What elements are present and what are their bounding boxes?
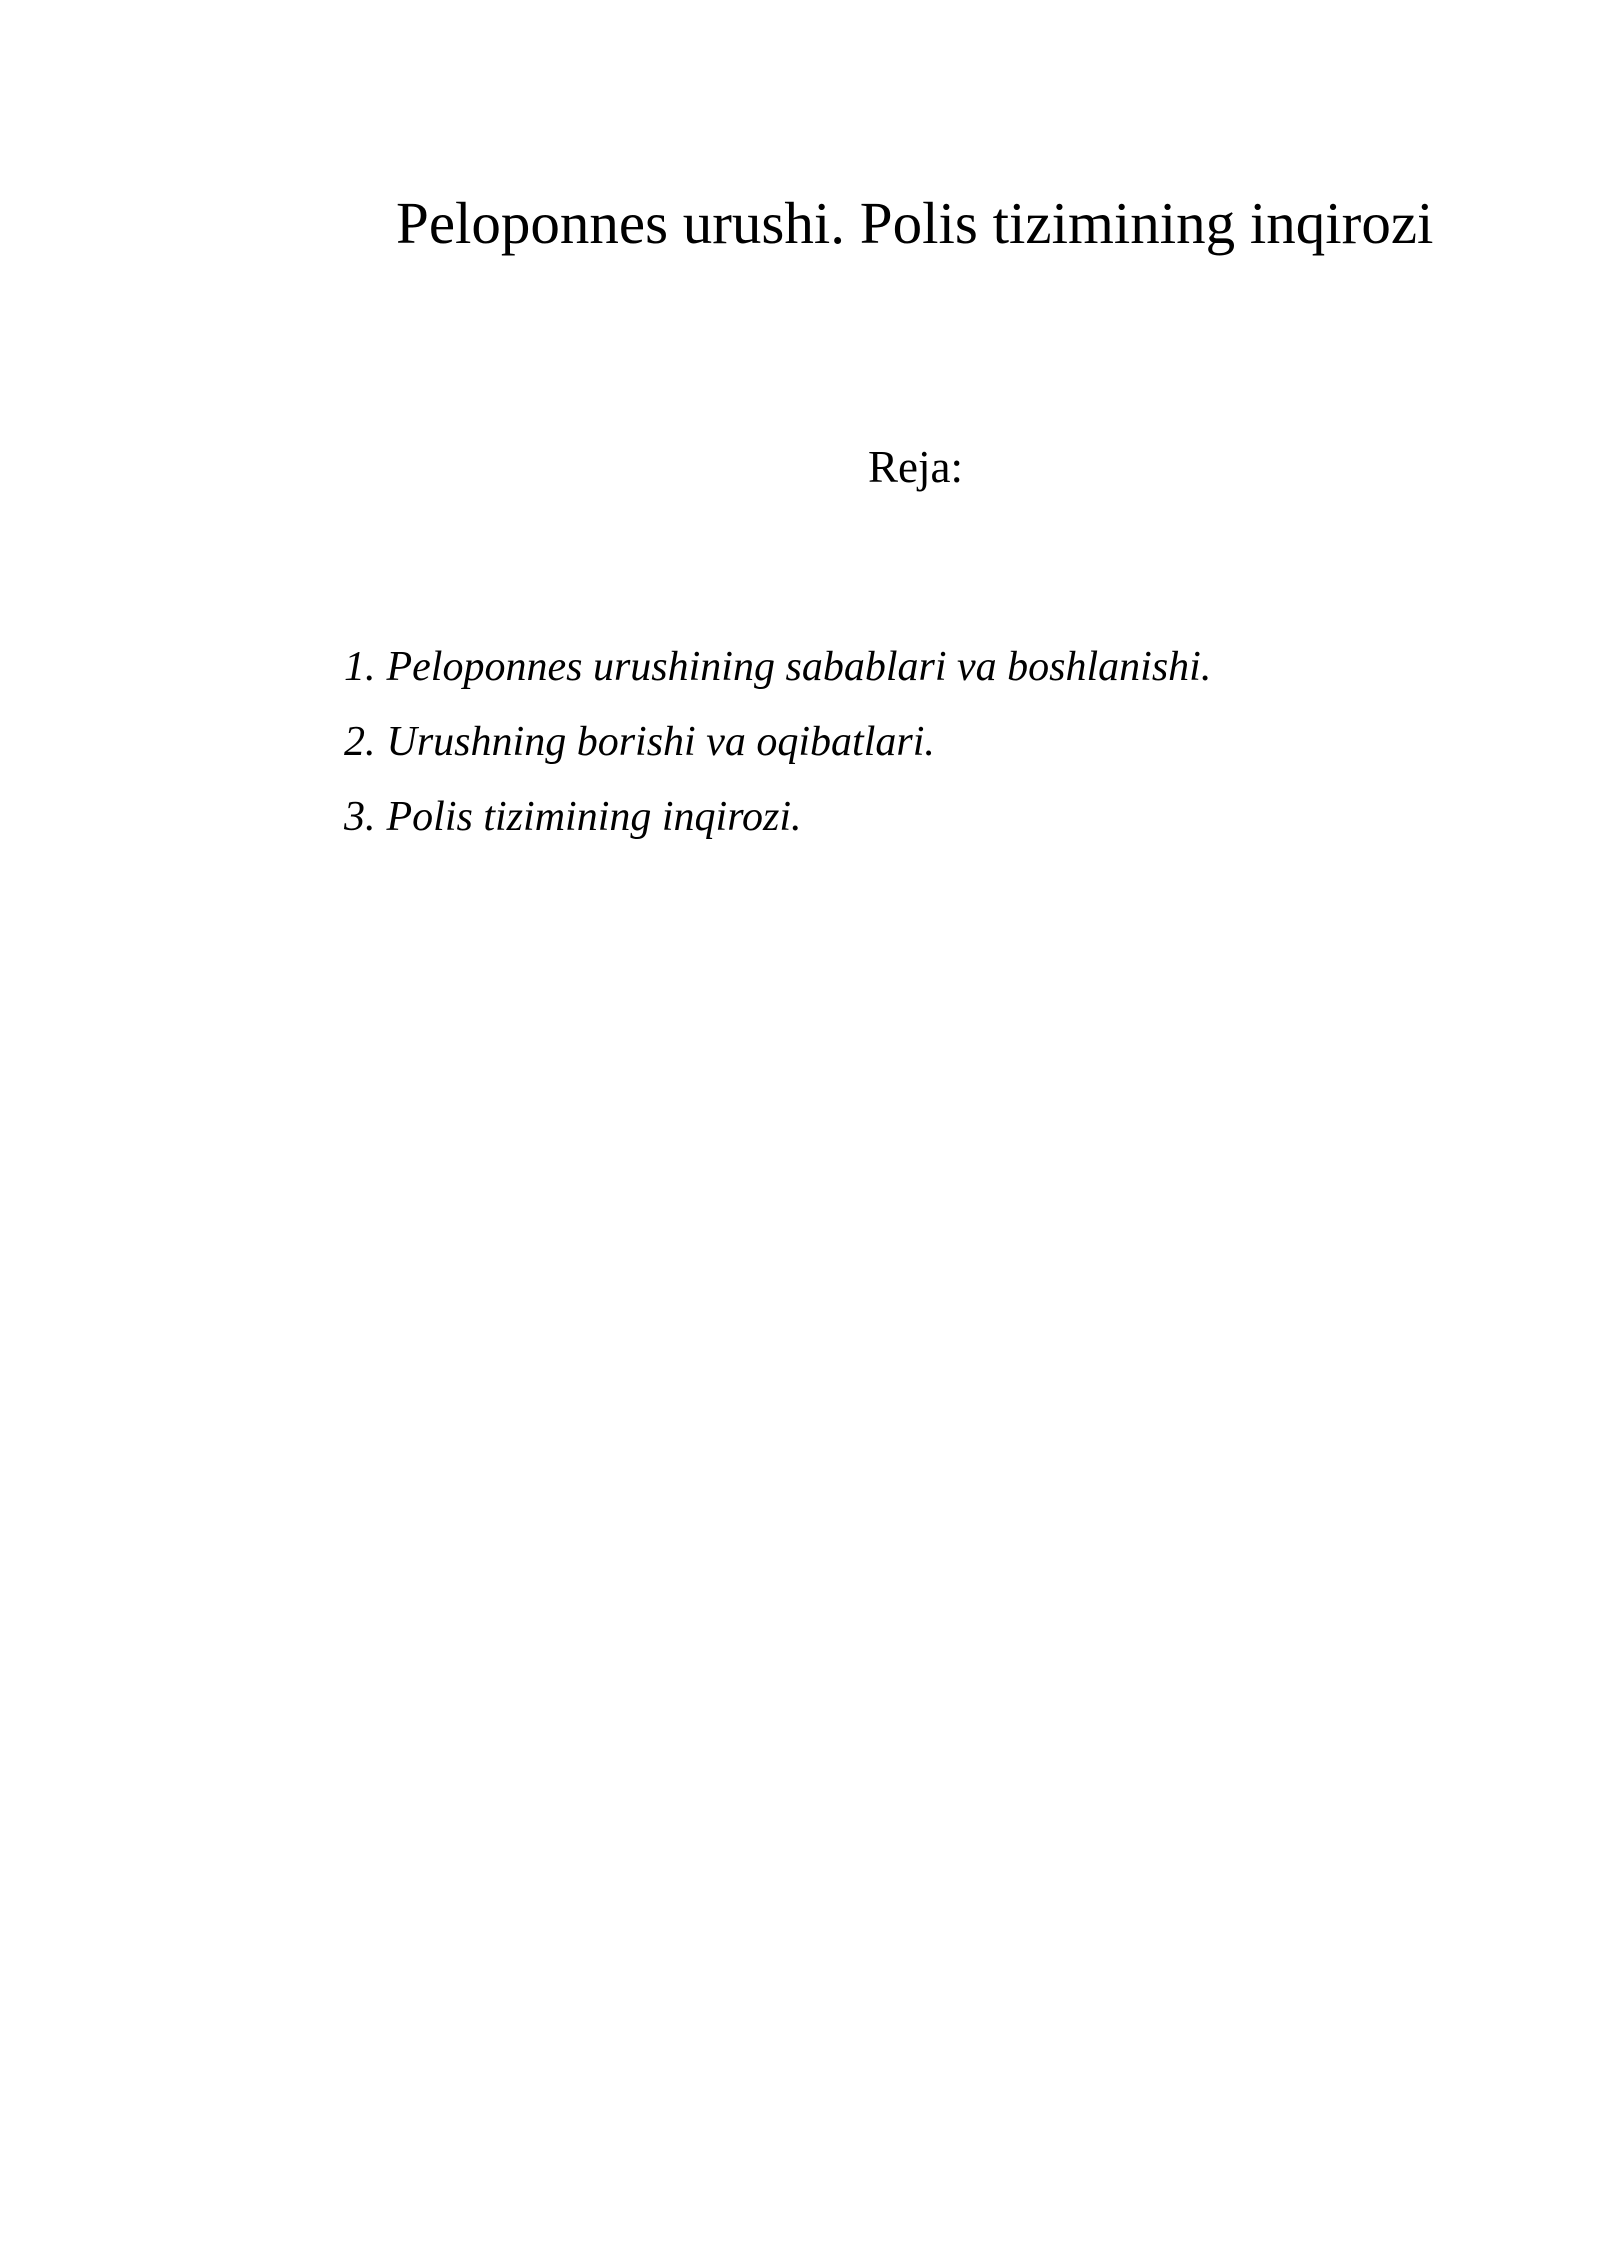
- plan-item-number: 2.: [344, 719, 376, 765]
- plan-list: [344, 642, 1211, 867]
- plan-item-1: [344, 642, 1211, 692]
- document-title: Peloponnes urushi. Polis tizimining inqirozi: [396, 190, 1434, 256]
- plan-item-text: Peloponnes urushining sabablari va boshlanishi.: [386, 644, 1212, 690]
- plan-heading: Reja:: [868, 442, 963, 492]
- plan-item-number: 3.: [344, 794, 376, 840]
- plan-item-2: [344, 717, 1211, 767]
- plan-item-3: [344, 792, 1211, 842]
- plan-item-number: 1.: [344, 644, 376, 690]
- plan-item-text: Urushning borishi va oqibatlari.: [386, 719, 935, 765]
- plan-item-text: Polis tizimining inqirozi.: [386, 794, 802, 840]
